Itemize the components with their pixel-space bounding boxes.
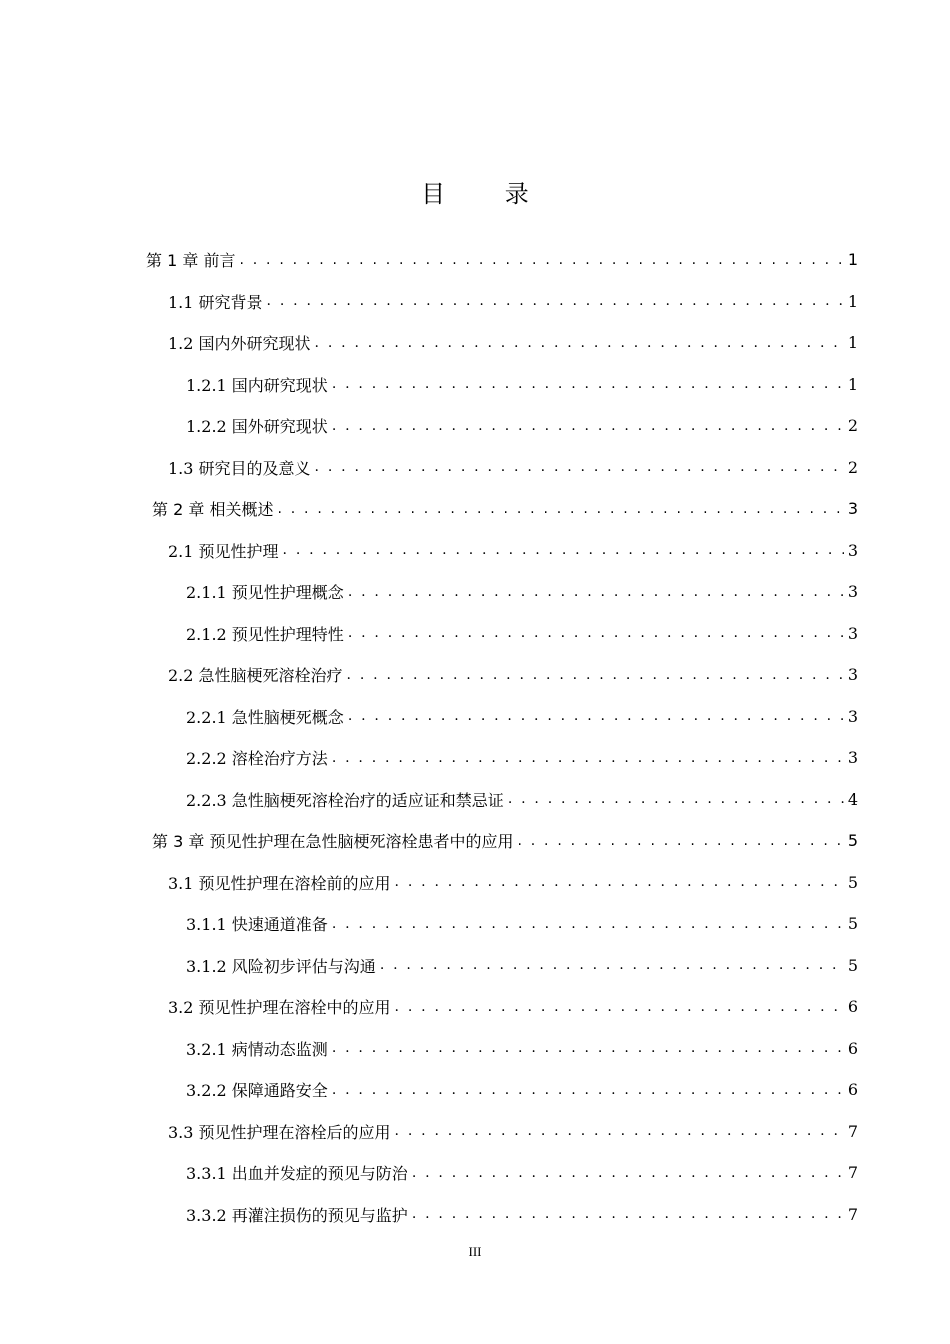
toc-entry-page: 6 — [847, 1038, 858, 1058]
toc-entry[interactable] — [0, 1111, 950, 1153]
toc-entry-label: 第 3 章 预见性护理在急性脑梗死溶栓患者中的应用 — [152, 832, 514, 852]
toc-entry-label: 2.2 急性脑梗死溶栓治疗 — [168, 666, 343, 686]
toc-entry-page: 1 — [847, 291, 858, 311]
toc-entry-page: 7 — [847, 1121, 858, 1141]
toc-dot-leader — [332, 376, 844, 392]
toc-entry[interactable] — [0, 1152, 950, 1194]
toc-entry-page: 3 — [847, 665, 858, 685]
page-title: 目 录 — [421, 180, 555, 208]
toc-entry[interactable] — [0, 239, 950, 281]
toc-dot-leader — [283, 542, 844, 558]
toc-entry[interactable] — [0, 654, 950, 696]
toc-entry-page: 3 — [847, 748, 858, 768]
toc-dot-leader — [347, 667, 844, 683]
toc-entry-label: 2.1.1 预见性护理概念 — [186, 583, 344, 603]
toc-entry-label: 1.1 研究背景 — [168, 292, 263, 312]
page-number: III — [468, 1244, 482, 1259]
toc-entry-label: 2.2.1 急性脑梗死概念 — [186, 707, 344, 727]
toc-entry[interactable] — [0, 488, 950, 530]
toc-entry-label: 3.3.1 出血并发症的预见与防治 — [186, 1164, 408, 1184]
table-of-contents — [0, 239, 950, 1235]
toc-entry-page: 5 — [847, 955, 858, 975]
toc-entry-page: 5 — [847, 872, 858, 892]
toc-entry[interactable] — [0, 1069, 950, 1111]
toc-dot-leader — [412, 1165, 844, 1181]
toc-entry-label: 3.2.1 病情动态监测 — [186, 1039, 328, 1059]
toc-dot-leader — [315, 459, 844, 475]
toc-entry-label: 第 2 章 相关概述 — [152, 500, 274, 520]
toc-dot-leader — [332, 916, 844, 932]
toc-entry-page: 3 — [847, 623, 858, 643]
toc-entry-page: 3 — [847, 499, 858, 519]
toc-entry[interactable] — [0, 322, 950, 364]
toc-entry-page: 7 — [847, 1163, 858, 1183]
toc-entry[interactable] — [0, 530, 950, 572]
toc-entry[interactable] — [0, 737, 950, 779]
toc-entry[interactable] — [0, 779, 950, 821]
toc-entry[interactable] — [0, 613, 950, 655]
toc-entry[interactable] — [0, 696, 950, 738]
toc-entry-page: 2 — [847, 416, 858, 436]
toc-entry-label: 1.2.1 国内研究现状 — [186, 375, 328, 395]
toc-entry-label: 3.1.2 风险初步评估与沟通 — [186, 956, 376, 976]
toc-entry-label: 3.2 预见性护理在溶栓中的应用 — [168, 998, 391, 1018]
toc-entry[interactable] — [0, 281, 950, 323]
toc-dot-leader — [348, 584, 844, 600]
toc-entry[interactable] — [0, 1028, 950, 1070]
toc-entry[interactable] — [0, 405, 950, 447]
toc-dot-leader — [412, 1206, 844, 1222]
toc-entry-page: 4 — [847, 789, 858, 809]
toc-entry-page: 5 — [847, 914, 858, 934]
toc-entry-page: 6 — [847, 1080, 858, 1100]
toc-dot-leader — [332, 1082, 844, 1098]
toc-entry-label: 第 1 章 前言 — [146, 251, 236, 271]
toc-dot-leader — [239, 252, 843, 268]
toc-dot-leader — [332, 418, 844, 434]
toc-entry-label: 3.1 预见性护理在溶栓前的应用 — [168, 873, 391, 893]
toc-dot-leader — [277, 501, 843, 517]
toc-dot-leader — [348, 625, 844, 641]
toc-entry-label: 2.1 预见性护理 — [168, 541, 279, 561]
toc-entry-label: 2.1.2 预见性护理特性 — [186, 624, 344, 644]
toc-entry-label: 3.1.1 快速通道准备 — [186, 915, 328, 935]
toc-entry[interactable] — [0, 986, 950, 1028]
toc-dot-leader — [348, 708, 844, 724]
toc-dot-leader — [380, 957, 844, 973]
toc-entry-label: 3.2.2 保障通路安全 — [186, 1081, 328, 1101]
toc-entry-page: 2 — [847, 457, 858, 477]
toc-dot-leader — [332, 1040, 844, 1056]
toc-entry[interactable] — [0, 571, 950, 613]
toc-entry-page: 5 — [847, 831, 858, 851]
toc-entry-page: 3 — [847, 706, 858, 726]
toc-entry-page: 3 — [847, 540, 858, 560]
toc-entry[interactable] — [0, 945, 950, 987]
toc-entry-label: 1.2.2 国外研究现状 — [186, 417, 328, 437]
toc-entry-page: 1 — [847, 374, 858, 394]
toc-entry[interactable] — [0, 447, 950, 489]
toc-dot-leader — [332, 750, 844, 766]
toc-dot-leader — [517, 833, 843, 849]
toc-entry-label: 3.3 预见性护理在溶栓后的应用 — [168, 1122, 391, 1142]
toc-entry-label: 2.2.2 溶栓治疗方法 — [186, 749, 328, 769]
toc-dot-leader — [395, 874, 844, 890]
toc-entry[interactable] — [0, 820, 950, 862]
toc-dot-leader — [315, 335, 844, 351]
toc-entry[interactable] — [0, 364, 950, 406]
toc-entry-label: 1.2 国内外研究现状 — [168, 334, 311, 354]
toc-dot-leader — [508, 791, 844, 807]
toc-entry-page: 3 — [847, 582, 858, 602]
toc-entry-page: 6 — [847, 997, 858, 1017]
toc-entry-label: 1.3 研究目的及意义 — [168, 458, 311, 478]
toc-entry-label: 3.3.2 再灌注损伤的预见与监护 — [186, 1205, 408, 1225]
toc-dot-leader — [395, 1123, 844, 1139]
toc-dot-leader — [267, 293, 844, 309]
toc-entry[interactable] — [0, 1194, 950, 1236]
toc-entry-label: 2.2.3 急性脑梗死溶栓治疗的适应证和禁忌证 — [186, 790, 504, 810]
toc-entry-page: 7 — [847, 1204, 858, 1224]
toc-entry[interactable] — [0, 903, 950, 945]
toc-dot-leader — [395, 999, 844, 1015]
toc-entry[interactable] — [0, 862, 950, 904]
toc-entry-page: 1 — [847, 333, 858, 353]
toc-entry-page: 1 — [847, 250, 858, 270]
